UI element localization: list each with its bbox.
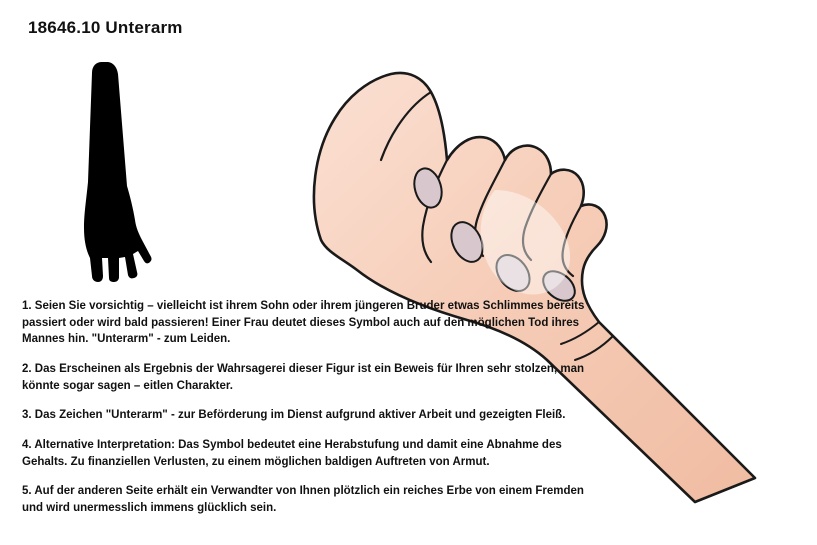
interpretation-item: 5. Auf der anderen Seite erhält ein Verwandter von Ihnen plötzlich ein reiches Erbe von einem Fremden und wird unermesslich immens glücklich sein. (22, 485, 584, 515)
interpretation-item: 3. Das Zeichen "Unterarm" - zur Beförderung im Dienst aufgrund aktiver Arbeit und gezeigten Fleiß. (22, 409, 566, 422)
interpretation-item: 1. Seien Sie vorsichtig – vielleicht ist ihrem Sohn oder ihrem jüngeren Bruder etwas Schlimmes bereits passiert oder wird bald passieren! Einer Frau deutet dieses Symbol auch auf den möglichen Tod ihres Mannes hin. "Unterarm" - zum Leiden. (22, 300, 585, 346)
page-title: 18646.10 Unterarm (28, 18, 183, 37)
interpretations-list (22, 298, 592, 517)
interpretation-item: 4. Alternative Interpretation: Das Symbol bedeutet eine Herabstufung und damit eine Abnahme des Gehalts. Zu finanziellen Verlusten, zu einem möglichen baldigen Auftreten von Armut. (22, 439, 562, 468)
forearm-silhouette (72, 62, 152, 282)
interpretation-item: 2. Das Erscheinen als Ergebnis der Wahrsagerei dieser Figur ist ein Beweis für Ihren sehr stolzen, man könnte sogar sagen – eitlen Charakter. (22, 363, 584, 392)
